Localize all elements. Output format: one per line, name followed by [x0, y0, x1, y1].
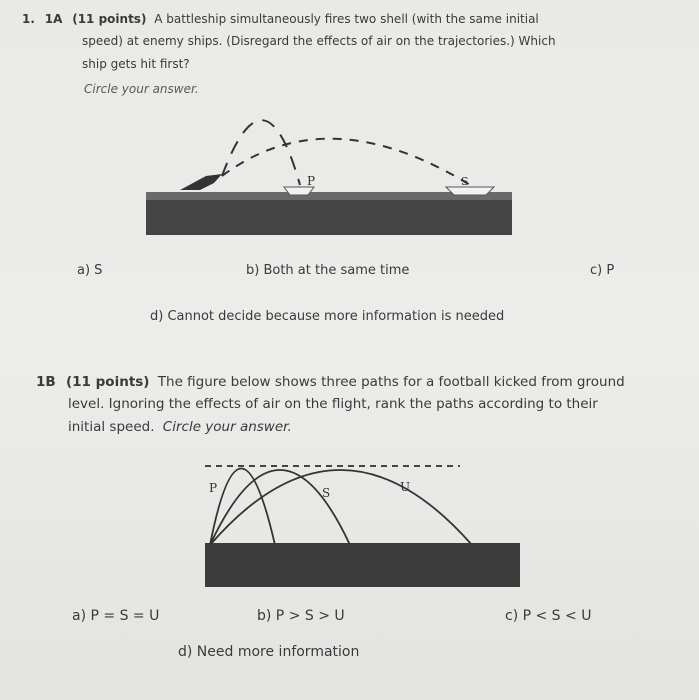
q2-points: (11 points) [65, 374, 150, 390]
q1-option-c[interactable]: c) P [590, 263, 615, 278]
q2-text-line2: level. Ignoring the effects of air on the flight, rank the paths according to their [68, 396, 598, 412]
q1-text-line1: A battleship simultaneously fires two shell (with the same initial [154, 12, 539, 26]
path-s [210, 470, 350, 545]
q2-option-d[interactable]: d) Need more information [178, 644, 360, 660]
ship-s-label: S [461, 175, 469, 188]
q2-label: 1B [36, 374, 56, 390]
q2-instruction: Circle your answer. [162, 419, 292, 435]
q2-text-line1: The figure below shows three paths for a football kicked from ground [157, 374, 625, 390]
path-p-label: P [209, 481, 218, 495]
q2-option-a[interactable]: a) P = S = U [72, 608, 160, 624]
q1-text-line2: speed) at enemy ships. (Disregard the effects of air on the trajectories.) Which [82, 34, 556, 48]
ship-p-label: P [307, 174, 316, 188]
q2-ground [205, 543, 520, 587]
path-u [210, 470, 472, 545]
q2-option-c[interactable]: c) P < S < U [505, 608, 592, 624]
q1-label: 1A [44, 12, 63, 26]
q1-option-d[interactable]: d) Cannot decide because more information is needed [150, 309, 505, 324]
q1-text-line3: ship gets hit first? [82, 57, 190, 71]
q1-number: 1. [22, 12, 35, 26]
q1-option-b[interactable]: b) Both at the same time [246, 263, 410, 278]
q1-instruction: Circle your answer. [84, 82, 199, 96]
q1-option-a[interactable]: a) S [77, 263, 103, 278]
q2-text-line3: initial speed. [68, 419, 155, 435]
q2-option-b[interactable]: b) P > S > U [257, 608, 345, 624]
q1-points: (11 points) [72, 12, 147, 26]
path-u-label: U [400, 480, 411, 494]
path-s-label: S [322, 486, 331, 500]
